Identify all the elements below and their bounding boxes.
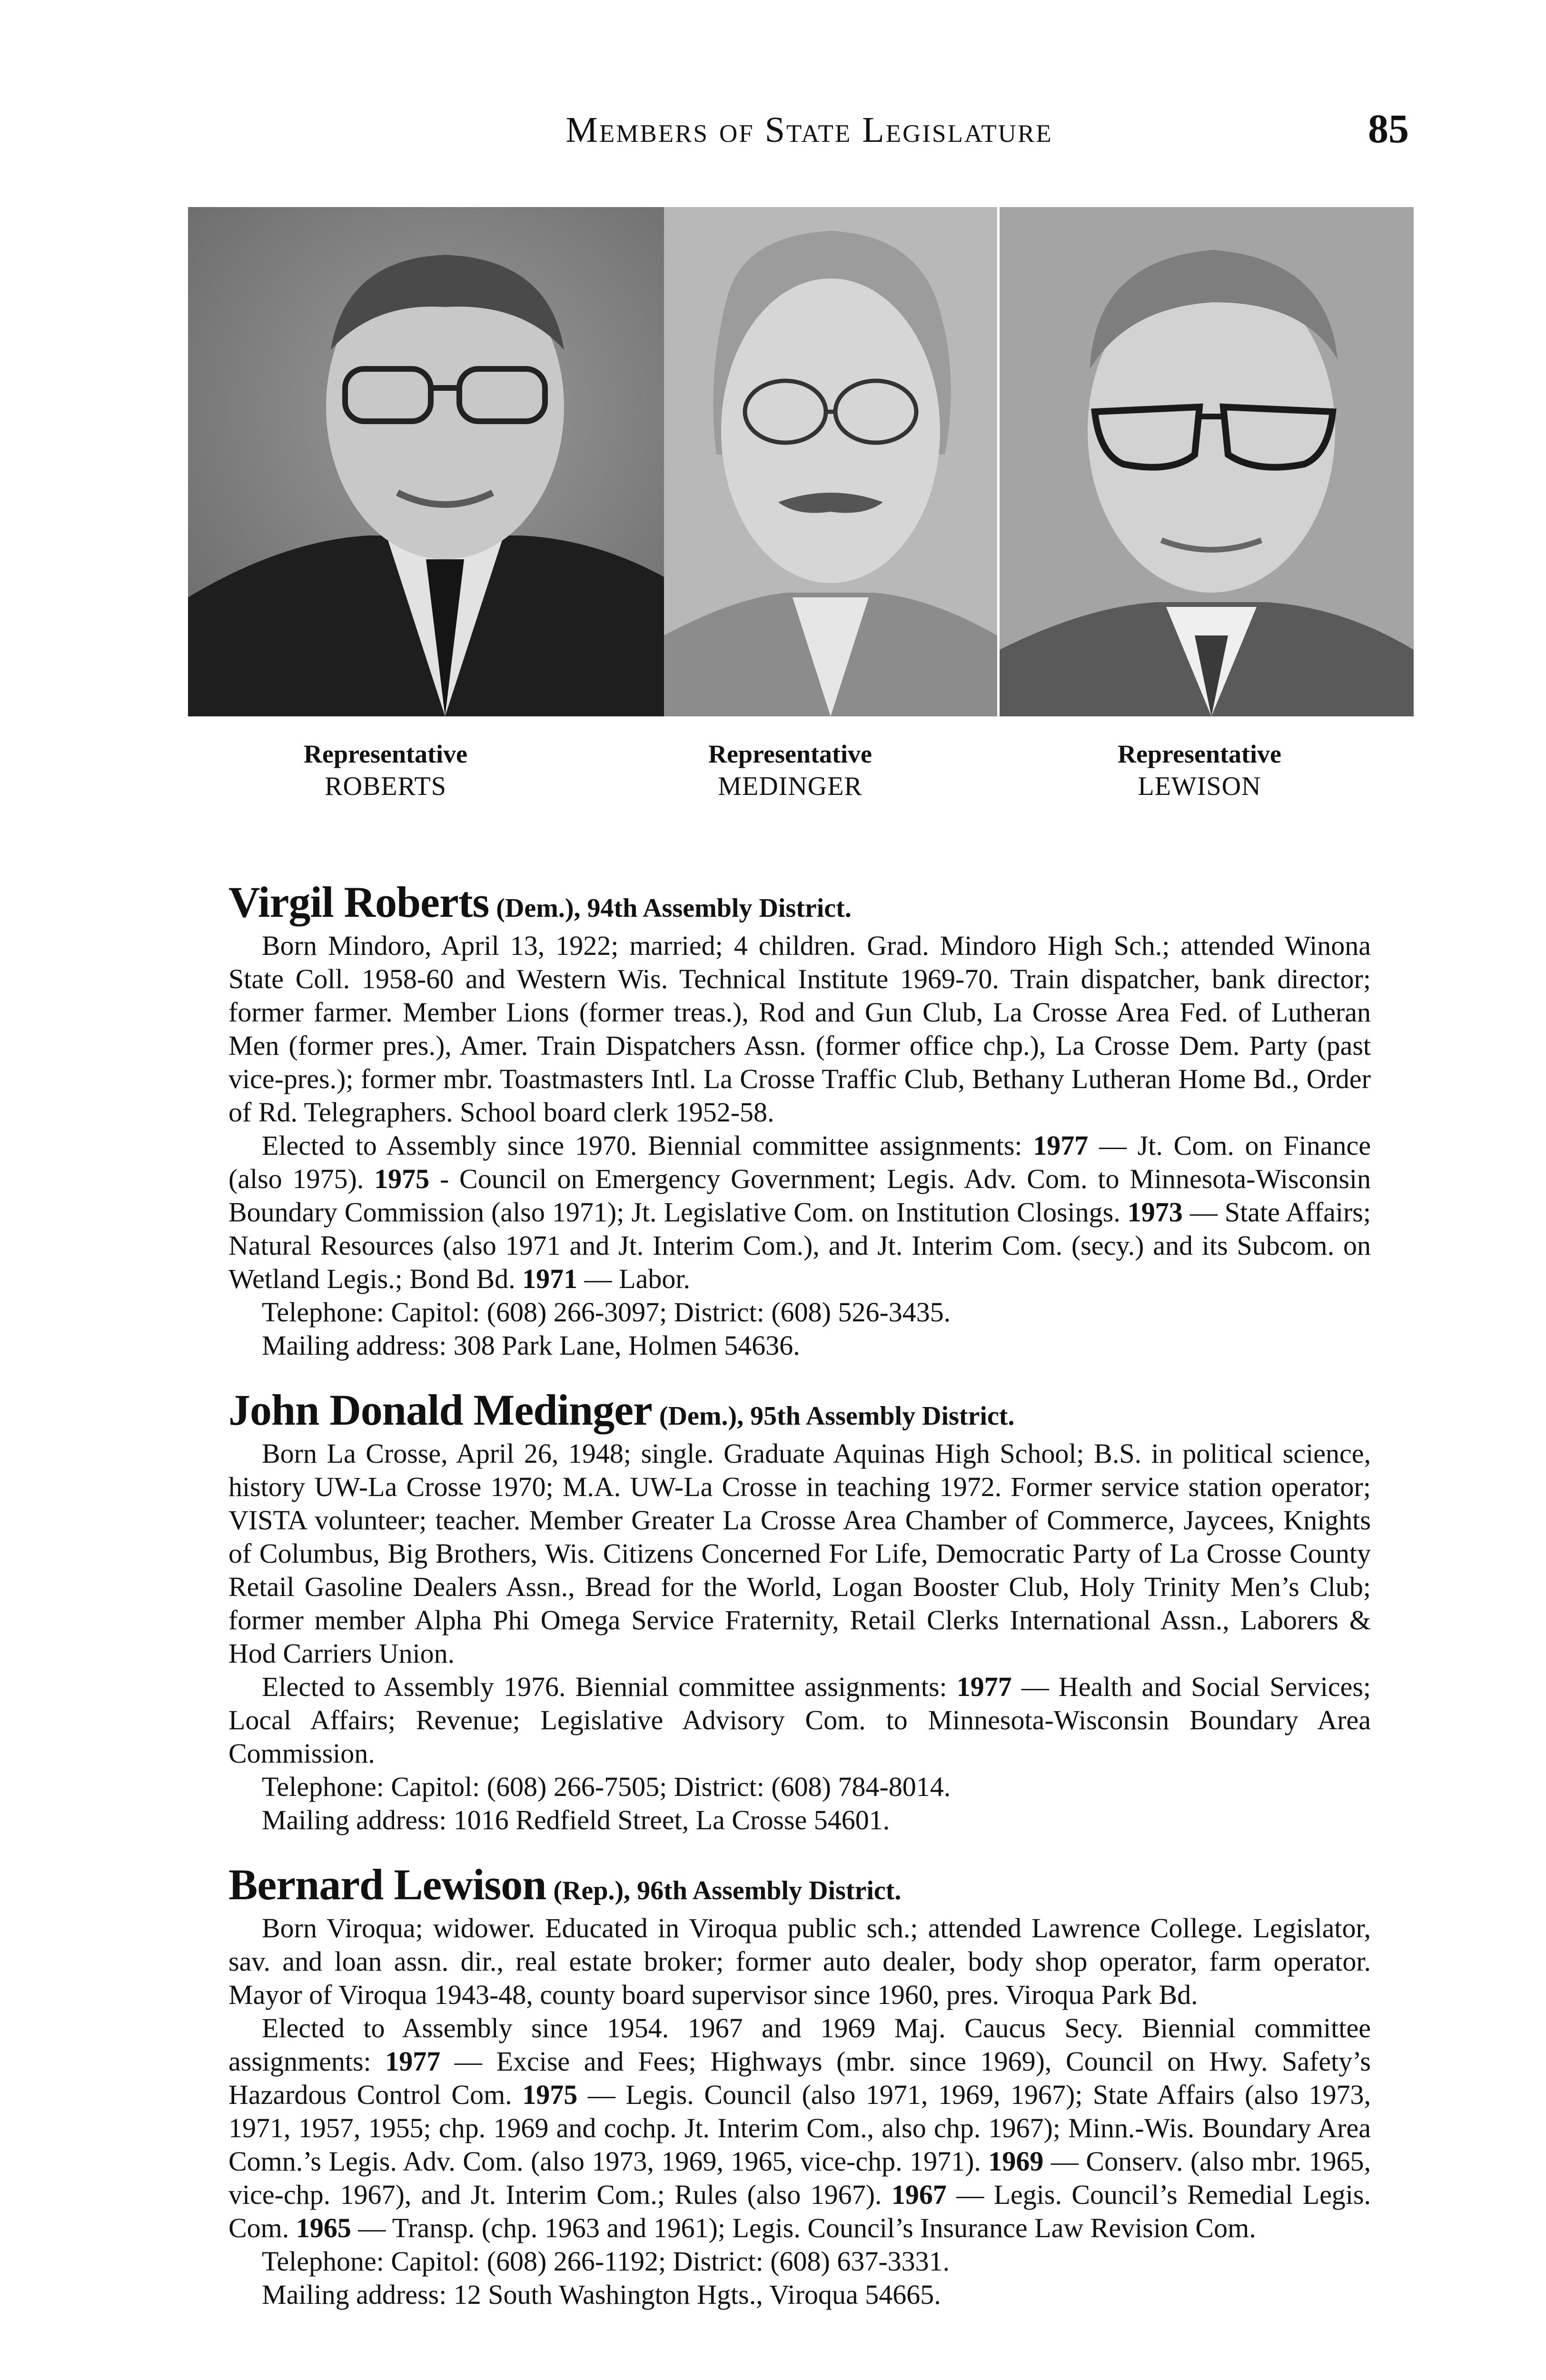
caption-lewison-title: Representative — [1118, 740, 1281, 768]
caption-roberts — [238, 738, 533, 803]
bio-telephone: Telephone: Capitol: (608) 266-1192; District: (608) 637-3331. — [262, 2246, 950, 2277]
portrait-medinger-image — [664, 207, 997, 716]
portrait-photo-medinger — [664, 207, 997, 716]
biographies — [228, 878, 1371, 2340]
bio-background: Born La Crosse, April 26, 1948; single. Graduate Aquinas High School; B.S. in political science, history UW-La Crosse 1970; M.A. UW-La Crosse in teaching 1972. Former service station operator; VISTA volunteer; teacher. Member Greater La Crosse Area Chamber of Commerce, Jaycees, Knights of Columbus, Big Brothers, Wis. Citizens Concerned For Life, Democratic Party of La Crosse County Retail Gasoline Dealers Assn., Bread for the World, Logan Booster Club, Holy Trinity Men’s Club; former member Alpha Phi Omega Service Fraternity, Retail Clerks International Assn., Laborers & Hod Carriers Union. — [228, 1438, 1371, 1669]
bio-district: , 94th Assembly District. — [574, 893, 852, 923]
caption-medinger-title: Representative — [708, 740, 872, 768]
bio-party: (Dem.) — [659, 1401, 737, 1431]
bio-background: Born Viroqua; widower. Educated in Viroqua public sch.; attended Lawrence College. Legislator, sav. and loan assn. dir., real estate broker; former auto dealer, body shop operator, farm operator. Mayor of Viroqua 1943-48, county board supervisor since 1960, pres. Viroqua Park Bd. — [228, 1913, 1371, 2010]
bio-name: John Donald Medinger — [228, 1386, 652, 1434]
bio-district: , 96th Assembly District. — [624, 1876, 902, 1905]
portrait-photo-roberts — [188, 207, 704, 716]
caption-lewison — [1047, 738, 1352, 803]
caption-medinger-name: MEDINGER — [718, 772, 862, 801]
caption-medinger — [643, 738, 938, 803]
bio-lewison — [228, 1860, 1371, 2311]
bio-elected: Elected to Assembly since 1954. 1967 and 1969 Maj. Caucus Secy. Biennial committee assignments: 1977 — Excise and Fees; Highways (mbr. since 1969), Council on Hwy. Safety’s Hazardous Control Com. 1975 — Legis. Council (also 1971, 1969, 1967); State Affairs (also 1973, 1971, 1957, 1955; chp. 1969 and cochp. Jt. Interim Com., also chp. 1967); Minn.-Wis. Boundary Area Comn.’s Legis. Adv. Com. (also 1973, 1969, 1965, vice-chp. 1971). 1969 — Conserv. (also mbr. 1965, vice-chp. 1967), and Jt. Interim Com.; Rules (also 1967). 1967 — Legis. Council’s Remedial Legis. Com. 1965 — Transp. (chp. 1963 and 1961); Legis. Council’s Insurance Law Revision Com. — [228, 2013, 1371, 2243]
bio-telephone: Telephone: Capitol: (608) 266-3097; District: (608) 526-3435. — [262, 1297, 951, 1328]
bio-district: , 95th Assembly District. — [737, 1401, 1015, 1431]
portrait-photo-lewison — [1000, 207, 1414, 716]
portrait-roberts-image — [188, 207, 704, 716]
bio-medinger — [228, 1386, 1371, 1837]
bio-party: (Rep.) — [553, 1876, 624, 1905]
bio-name: Virgil Roberts — [228, 878, 489, 926]
bio-heading — [228, 878, 1371, 927]
bio-elected: Elected to Assembly 1976. Biennial committee assignments: 1977 — Health and Social Services; Local Affairs; Revenue; Legislative Advisory Com. to Minnesota-Wisconsin Boundary Area Commission. — [228, 1671, 1371, 1769]
bio-mailing-address: Mailing address: 1016 Redfield Street, La Crosse 54601. — [262, 1805, 890, 1835]
bio-name: Bernard Lewison — [228, 1860, 546, 1909]
bio-telephone: Telephone: Capitol: (608) 266-7505; District: (608) 784-8014. — [262, 1771, 951, 1802]
bio-roberts — [228, 878, 1371, 1362]
running-head: Members of State Legislature — [565, 110, 1053, 150]
bio-mailing-address: Mailing address: 308 Park Lane, Holmen 54636. — [262, 1330, 800, 1361]
bio-background: Born Mindoro, April 13, 1922; married; 4 children. Grad. Mindoro High Sch.; attended Winona State Coll. 1958-60 and Western Wis. Technical Institute 1969-70. Train dispatcher, bank director; former farmer. Member Lions (former treas.), Rod and Gun Club, La Crosse Area Fed. of Lutheran Men (former pres.), Amer. Train Dispatchers Assn. (former office chp.), La Crosse Dem. Party (past vice-pres.); former mbr. Toastmasters Intl. La Crosse Traffic Club, Bethany Lutheran Home Bd., Order of Rd. Telegraphers. School board clerk 1952-58. — [228, 930, 1371, 1128]
caption-lewison-name: LEWISON — [1138, 772, 1261, 801]
caption-roberts-title: Representative — [304, 740, 467, 768]
bio-heading — [228, 1386, 1371, 1435]
bio-party: (Dem.) — [496, 893, 574, 923]
bio-mailing-address: Mailing address: 12 South Washington Hgts., Viroqua 54665. — [262, 2279, 941, 2310]
portrait-lewison-image — [1000, 207, 1414, 716]
caption-roberts-name: ROBERTS — [325, 772, 446, 801]
bio-elected: Elected to Assembly since 1970. Biennial committee assignments: 1977 — Jt. Com. on Finance (also 1975). 1975 - Council on Emergency Government; Legis. Adv. Com. to Minnesota-Wisconsin Boundary Commission (also 1971); Jt. Legislative Com. on Institution Closings. 1973 — State Affairs; Natural Resources (also 1971 and Jt. Interim Com.), and Jt. Interim Com. (secy.) and its Subcom. on Wetland Legis.; Bond Bd. 1971 — Labor. — [228, 1130, 1371, 1294]
page-number: 85 — [1368, 106, 1409, 151]
bio-heading — [228, 1860, 1371, 1910]
